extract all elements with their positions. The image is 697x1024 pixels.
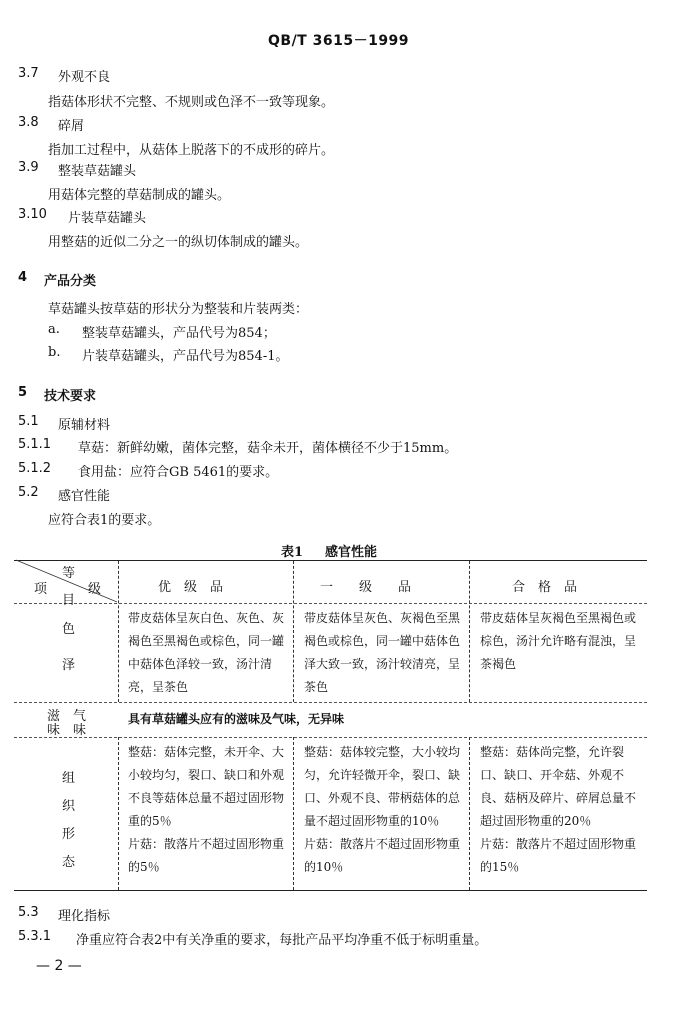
section-5-1-2-number: 5.1.2 <box>18 461 52 476</box>
section-5-number: 5 <box>18 385 28 400</box>
section-3-8-body: 指加工过程中，从菇体上脱落下的不成形的碎片。 <box>48 143 335 158</box>
section-5-3-1-number: 5.3.1 <box>18 929 52 944</box>
table-column-divider <box>293 561 294 702</box>
table-column-divider <box>293 737 294 890</box>
tissue-premium-cell: 整菇：菇体完整，未开伞、大小较均匀，裂口、缺口和外观不良等菇体总量不超过固形物重的5％ 片菇：散落片不超过固形物重的5％ <box>128 745 285 874</box>
section-3-9-title: 整装草菇罐头 <box>58 164 137 179</box>
section-3-7-body: 指菇体形状不完整、不规则或色泽不一致等现象。 <box>48 95 335 110</box>
row-label-tissue-1: 组 <box>62 771 76 786</box>
section-4-item-b-label: b. <box>48 345 61 360</box>
row-label-tissue-4: 态 <box>62 855 76 870</box>
section-5-1-number: 5.1 <box>18 414 39 429</box>
color-qualified-cell: 带皮菇体呈灰褐色至黑褐色或棕色，汤汁允许略有混浊，呈茶褐色 <box>480 611 637 671</box>
section-5-title: 技术要求 <box>44 389 97 404</box>
section-3-8-title: 碎屑 <box>58 119 85 134</box>
table-bottom-rule <box>14 890 647 891</box>
section-3-10-body: 用整菇的近似二分之一的纵切体制成的罐头。 <box>48 235 309 250</box>
column-header-premium: 优 级 品 <box>158 580 224 595</box>
row-label-tissue-2: 织 <box>62 799 76 814</box>
header-grade-char: 等 <box>62 566 76 581</box>
row-label-color-2: 泽 <box>62 658 76 673</box>
row-label-color-1: 色 <box>62 622 76 637</box>
tissue-qualified-cell: 整菇：菇体尚完整，允许裂口、缺口、开伞菇、外观不良、菇柄及碎片、碎屑总量不超过固形物重的20％ 片菇：散落片不超过固形物重的15％ <box>480 745 637 874</box>
standard-code-header: QB/T 3615－1999 <box>268 33 410 49</box>
page-number: — 2 — <box>36 958 82 974</box>
section-5-3-number: 5.3 <box>18 905 39 920</box>
header-grade-char-2: 级 <box>88 582 102 597</box>
section-4-item-b-text: 片装草菇罐头，产品代号为854-1。 <box>82 349 289 364</box>
header-item-char: 项 <box>34 582 48 597</box>
section-4-number: 4 <box>18 270 28 285</box>
section-3-9-body: 用菇体完整的草菇制成的罐头。 <box>48 188 231 203</box>
column-header-first-grade: 一 级 品 <box>320 580 412 595</box>
section-3-10-number: 3.10 <box>18 207 47 222</box>
row-label-taste-1: 滋 气 <box>47 709 87 724</box>
section-4-title: 产品分类 <box>44 274 97 289</box>
header-item-char-2: 目 <box>62 593 76 608</box>
section-5-1-1-number: 5.1.1 <box>18 437 52 452</box>
section-5-1-1-text: 草菇：新鲜幼嫩，菌体完整，菇伞未开，菌体横径不少于15mm。 <box>78 441 458 456</box>
section-5-3-title: 理化指标 <box>58 909 111 924</box>
table-column-divider <box>469 561 470 702</box>
row-label-taste-2: 味 味 <box>47 723 87 738</box>
section-3-8-number: 3.8 <box>18 115 39 130</box>
color-premium-cell: 带皮菇体呈灰白色、灰色、灰褐色至黑褐色或棕色，同一罐中菇体色泽较一致，汤汁清亮，呈茶色 <box>128 611 285 694</box>
section-3-10-title: 片装草菇罐头 <box>68 211 147 226</box>
row-label-tissue-3: 形 <box>62 827 76 842</box>
section-4-intro: 草菇罐头按草菇的形状分为整装和片装两类： <box>48 302 309 317</box>
section-3-7-title: 外观不良 <box>58 70 111 85</box>
section-4-item-a-label: a. <box>48 322 60 337</box>
table-1-title: 感官性能 <box>325 545 378 560</box>
section-4-item-a-text: 整装草菇罐头，产品代号为854； <box>82 326 276 341</box>
section-5-2-number: 5.2 <box>18 485 39 500</box>
table-row-divider <box>14 702 647 703</box>
table-column-divider <box>118 737 119 890</box>
section-5-2-title: 感官性能 <box>58 489 111 504</box>
section-5-1-title: 原辅材料 <box>58 418 111 433</box>
tissue-first-grade-cell: 整菇：菇体较完整，大小较均匀，允许轻微开伞，裂口、缺口、外观不良、带柄菇体的总量不超过固形物重的10％ 片菇：散落片不超过固形物重的10％ <box>304 745 461 874</box>
section-3-9-number: 3.9 <box>18 160 39 175</box>
table-1-number: 表1 <box>281 545 304 560</box>
section-5-2-body: 应符合表1的要求。 <box>48 513 161 528</box>
taste-cell: 具有草菇罐头应有的滋味及气味，无异味 <box>128 712 345 726</box>
column-header-qualified: 合 格 品 <box>512 580 578 595</box>
section-3-7-number: 3.7 <box>18 66 39 81</box>
section-5-1-2-text: 食用盐：应符合GB 5461的要求。 <box>78 465 279 480</box>
table-row-divider <box>14 737 647 738</box>
table-1-caption <box>281 541 377 560</box>
table-column-divider <box>469 737 470 890</box>
color-first-grade-cell: 带皮菇体呈灰色、灰褐色至黑褐色或棕色，同一罐中菇体色泽大致一致，汤汁较清亮，呈茶色 <box>304 611 461 694</box>
section-5-3-1-text: 净重应符合表2中有关净重的要求，每批产品平均净重不低于标明重量。 <box>76 933 488 948</box>
